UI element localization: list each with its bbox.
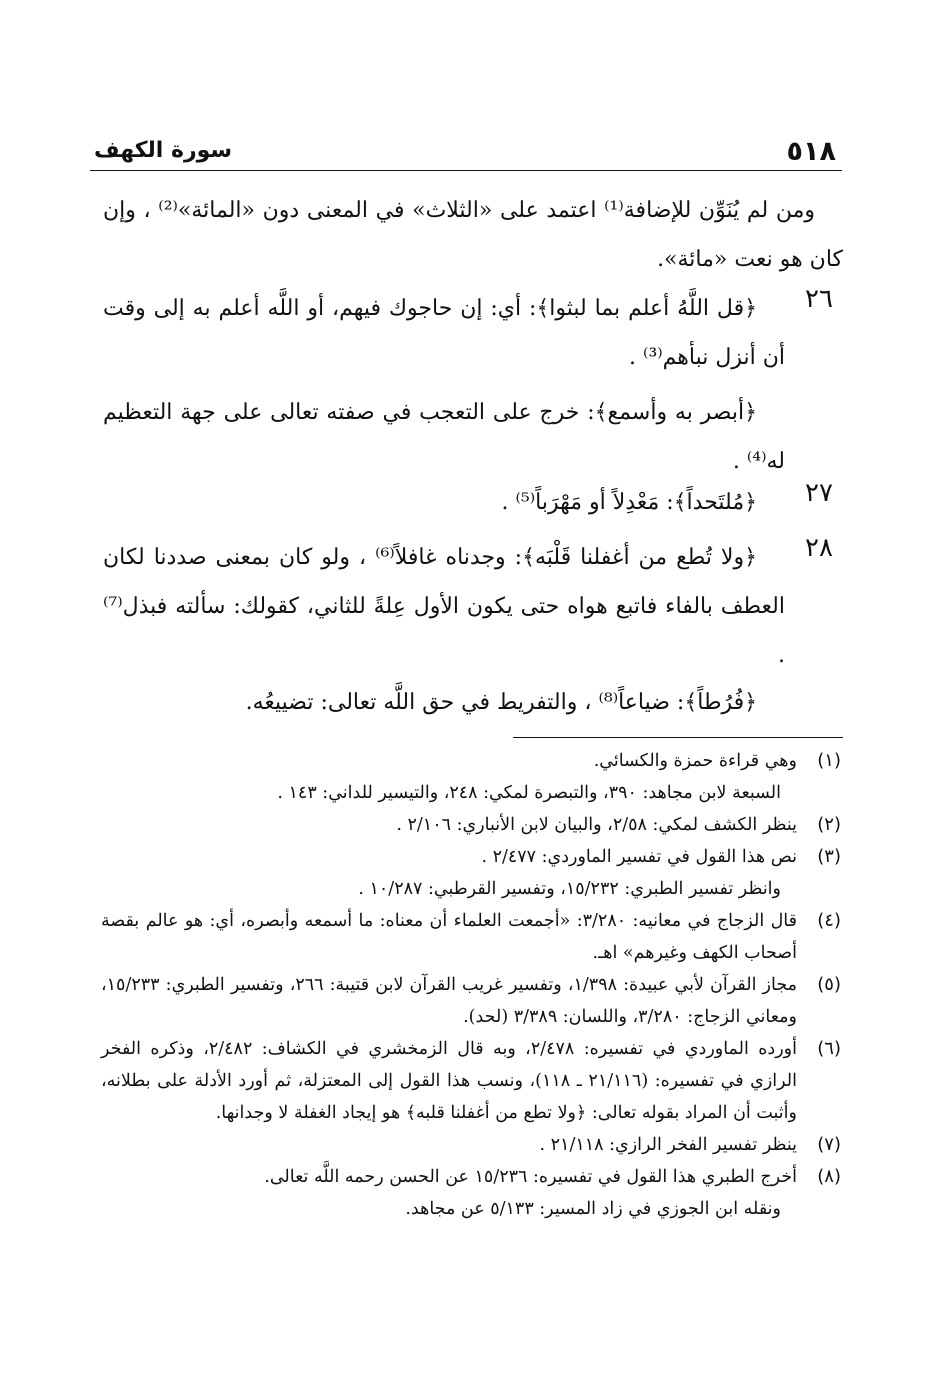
footnote-continuation: السبعة لابن مجاهد: ٣٩٠، والتبصرة لمكي: ٢٤٨، والتيسير للداني: ١٤٣ . xyxy=(277,783,781,803)
footnote-text: ينظر الكشف لمكي: ٢/٥٨، والبيان لابن الأنباري: ٢/١٠٦ . xyxy=(396,815,797,835)
entry-verse-27 xyxy=(103,478,843,528)
footnote-continuation: ونقله ابن الجوزي في زاد المسير: ٥/١٣٣ عن مجاهد. xyxy=(405,1199,781,1219)
entry-text: ﴿مُلتَحداً﴾: مَعْدِلاً أو مَهْرَباً⁽⁵⁾ . xyxy=(501,490,757,515)
entry-text: ﴿قل اللَّهُ أعلم بما لبثوا﴾: أي: إن حاجوك فيهم، أو اللَّه أعلم به إلى وقت أن أنزل نبأهم⁽³⁾ . xyxy=(103,296,785,370)
footnote-2 xyxy=(101,809,841,841)
running-title: سورة الكهف xyxy=(94,138,233,163)
footnote-number: (٦) xyxy=(817,1038,841,1059)
footnote-continuation: وانظر تفسير الطبري: ١٥/٢٣٢، وتفسير القرطبي: ١٠/٢٨٧ . xyxy=(358,879,781,899)
footnote-text: وهي قراءة حمزة والكسائي. xyxy=(593,751,797,771)
verse-number: ٢٧ xyxy=(805,478,833,508)
footnote-text: نص هذا القول في تفسير الماوردي: ٢/٤٧٧ . xyxy=(481,847,797,867)
entry-text: ومن لم يُنَوِّن للإضافة⁽¹⁾ اعتمد على «الثلاث» في المعنى دون «المائة»⁽²⁾ ، وإن كان هو نعت «مائة». xyxy=(103,198,843,272)
footnote-number: (٥) xyxy=(817,974,841,995)
footnote-number: (٣) xyxy=(817,846,841,867)
verse-number: ٢٨ xyxy=(805,533,833,563)
footnote-4 xyxy=(101,905,841,969)
entry-verse-28 xyxy=(103,533,843,683)
entry-text: ﴿ولا تُطع من أغفلنا قَلْبَه﴾: وجدناه غافلاً⁽⁶⁾ ، ولو كان بمعنى صددنا لكان العطف بالفاء فاتبع هواه حتى يكون الأول عِلةً للثاني، كقولك: سألته فبذل⁽⁷⁾ . xyxy=(103,545,785,668)
page-number: ٥١٨ xyxy=(786,136,836,167)
footnote-text: قال الزجاج في معانيه: ٣/٢٨٠: «أجمعت العلماء أن معناه: ما أسمعه وأبصره، أي: هو عالم بقصة أصحاب الكهف وغيرهم» اهـ. xyxy=(101,911,798,963)
footnote-text: ينظر تفسير الفخر الرازي: ٢١/١١٨ . xyxy=(539,1135,797,1155)
footnote-number: (١) xyxy=(817,750,841,771)
footnote-6 xyxy=(101,1033,841,1129)
footnote-separator xyxy=(513,737,843,738)
footnote-5 xyxy=(101,969,841,1033)
footnote-text: مجاز القرآن لأبي عبيدة: ١/٣٩٨، وتفسير غريب القرآن لابن قتيبة: ٢٦٦، وتفسير الطبري: ١٥/٢٣٣، ومعاني الزجاج: ٣/٢٨٠، واللسان: ٣/٣٨٩ (لحد). xyxy=(101,975,798,1027)
entry-text: ﴿فُرُطاً﴾: ضياعاً⁽⁸⁾ ، والتفريط في حق اللَّه تعالى: تضييعُه. xyxy=(245,690,757,715)
verse-number: ٢٦ xyxy=(805,284,833,314)
footnote-1 xyxy=(101,745,841,809)
footnote-8 xyxy=(101,1161,841,1225)
entry-verse-26 xyxy=(103,284,843,384)
footnotes xyxy=(101,745,841,1225)
footnote-number: (٧) xyxy=(817,1134,841,1155)
entry-text: ﴿أبصر به وأسمع﴾: خرج على التعجب في صفته تعالى على جهة التعظيم له⁽⁴⁾ . xyxy=(103,400,785,474)
entry-verse-26-b xyxy=(103,388,843,488)
footnote-number: (٢) xyxy=(817,814,841,835)
page-header xyxy=(90,136,842,171)
footnote-text: أورده الماوردي في تفسيره: ٢/٤٧٨، وبه قال الزمخشري في الكشاف: ٢/٤٨٢، وذكره الفخر الرازي في تفسيره: (٢١/١١٦ ـ ١١٨)، ونسب هذا القول إلى المعتزلة، ثم أورد الأدلة على بطلانه، وأثبت أن المراد بقوله تعالى: ﴿ولا تطع من أغفلنا قلبه﴾ هو إيجاد الغفلة لا وجدانها. xyxy=(101,1039,797,1123)
footnote-number: (٤) xyxy=(817,910,841,931)
footnote-number: (٨) xyxy=(817,1166,841,1187)
footnote-3 xyxy=(101,841,841,905)
entry-verse-28-b xyxy=(103,678,843,728)
footnote-7 xyxy=(101,1129,841,1161)
footnote-text: أخرج الطبري هذا القول في تفسيره: ١٥/٢٣٦ عن الحسن رحمه اللَّه تعالى. xyxy=(264,1167,797,1187)
entry-intro xyxy=(103,186,843,286)
